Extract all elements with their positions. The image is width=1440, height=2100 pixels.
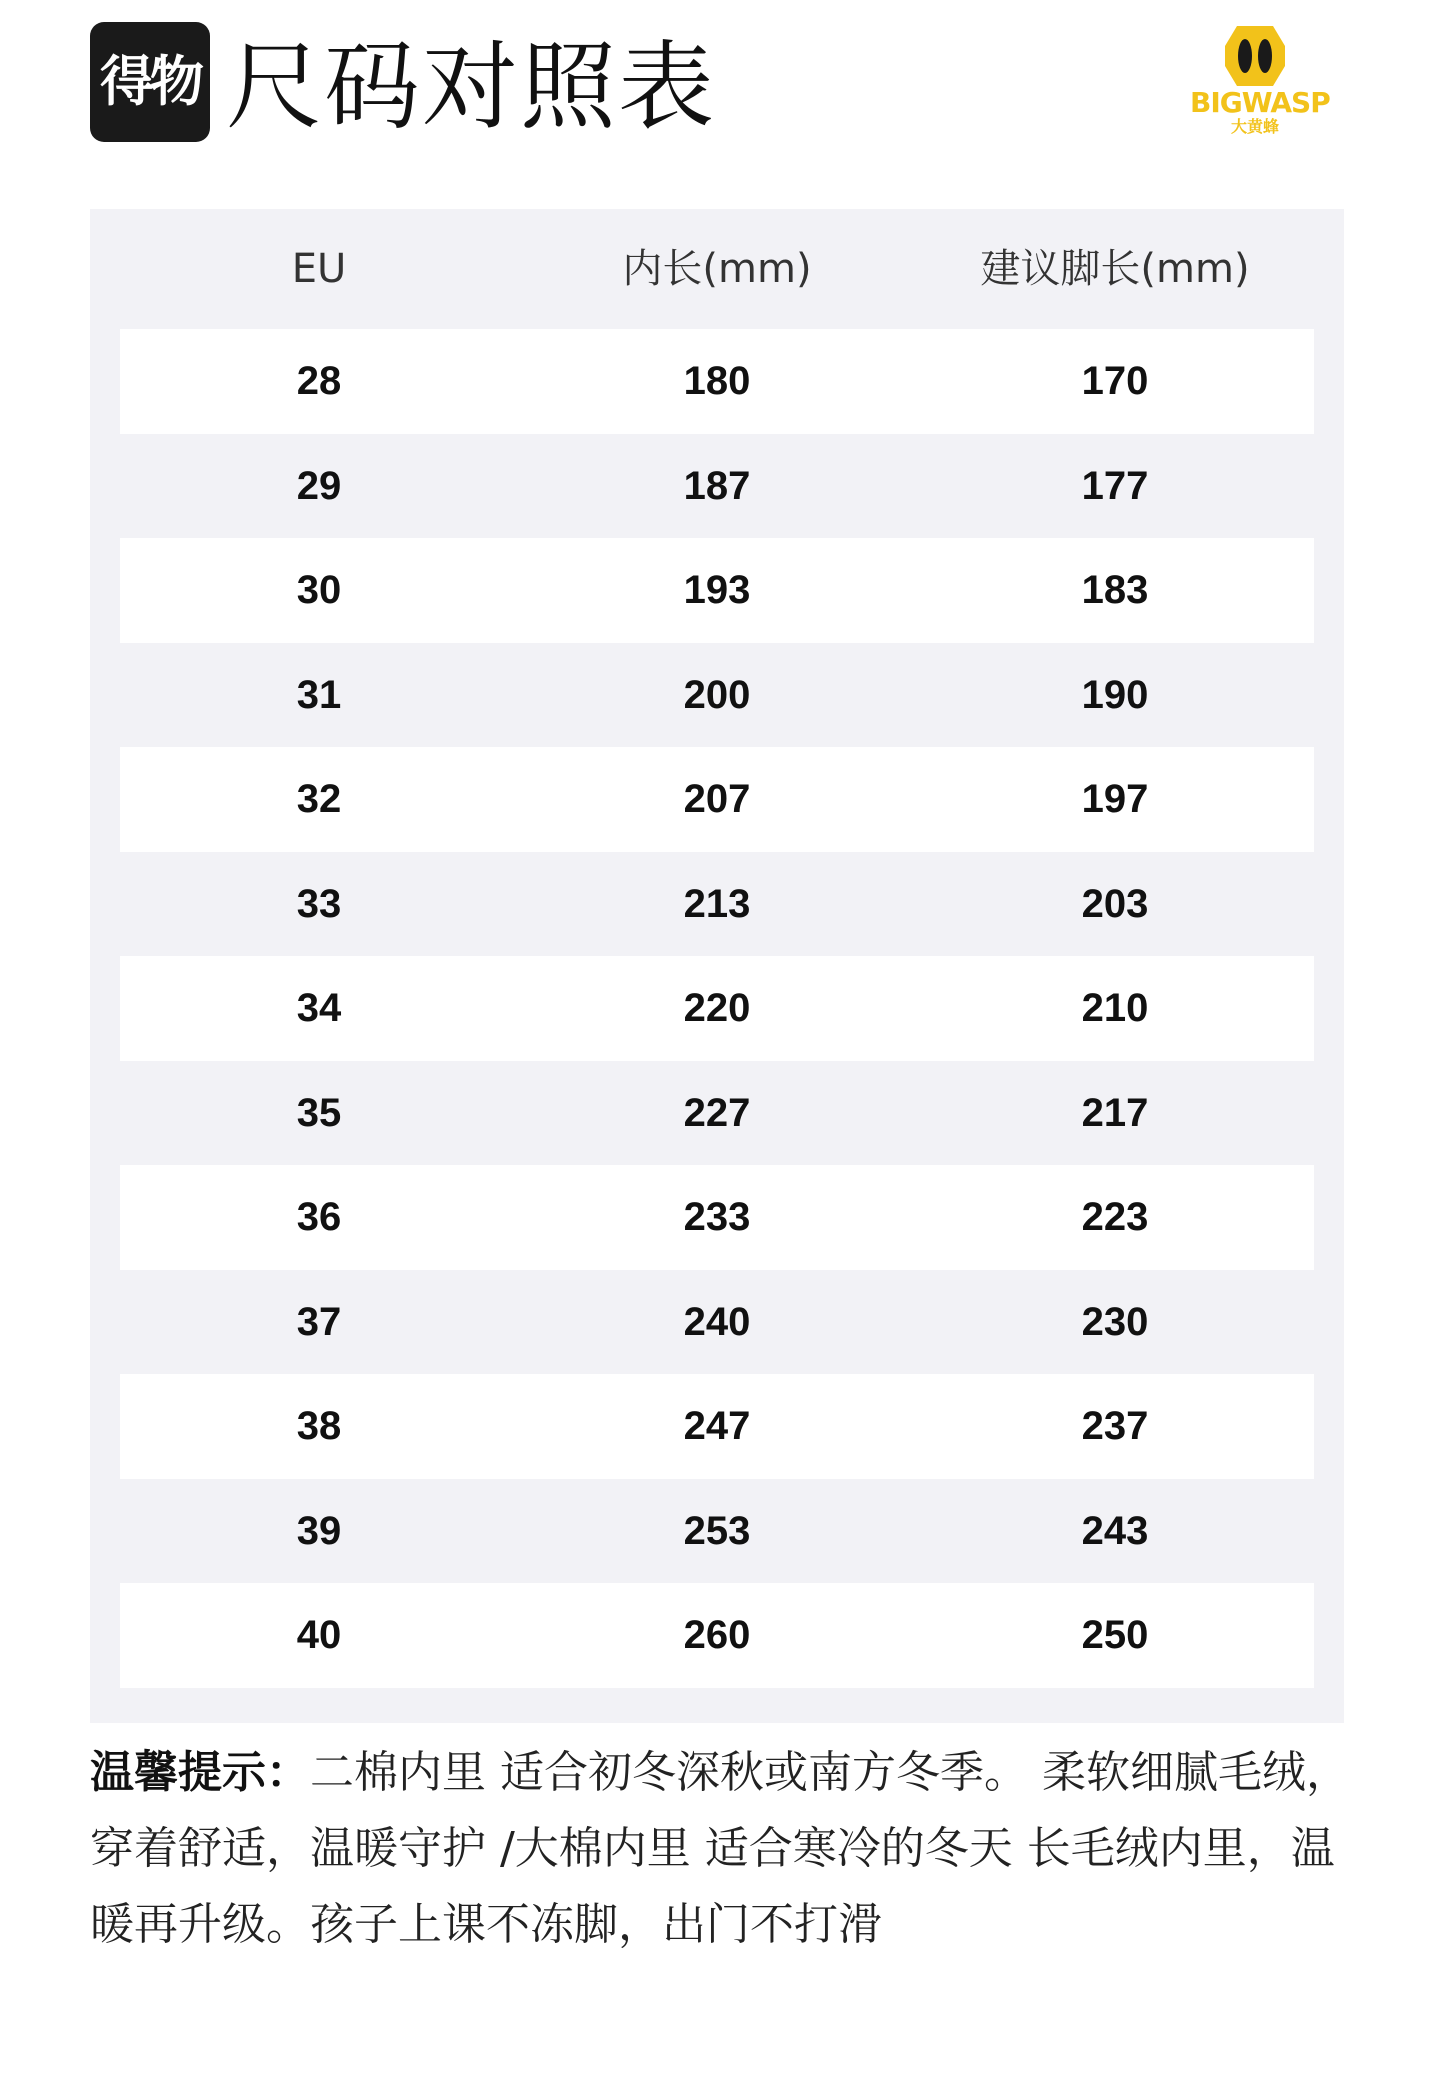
cell-eu: 30 — [296, 568, 342, 612]
table-row — [120, 1270, 1314, 1375]
table-body — [120, 329, 1314, 1688]
table-row — [120, 1479, 1314, 1584]
cell-eu: 33 — [296, 881, 342, 926]
notice-text: 二棉内里 适合初冬深秋或南方冬季。 柔软细腻毛绒，穿着舒适，温暖守护 /大棉内里 适合寒冷的冬天 长毛绒内里，温暖再升级。孩子上课不冻脚，出门不打滑 — [90, 1747, 1350, 1950]
cell-foot-length: 177 — [1081, 463, 1149, 508]
cell-inner-length: 220 — [683, 986, 751, 1030]
cell-eu: 39 — [296, 1508, 342, 1553]
brand-logo — [1190, 22, 1330, 152]
wasp-head-icon — [1223, 24, 1287, 88]
cell-inner-length: 227 — [683, 1090, 751, 1135]
column-header-inner-length: 内长(mm) — [622, 246, 812, 292]
cell-eu: 37 — [296, 1299, 342, 1344]
notice-label: 温馨提示： — [90, 1747, 310, 1798]
cell-inner-length: 260 — [683, 1613, 751, 1657]
header — [90, 22, 1350, 152]
cell-inner-length: 247 — [683, 1404, 751, 1448]
cell-foot-length: 223 — [1081, 1195, 1149, 1239]
table-row — [120, 1061, 1314, 1166]
table-row — [120, 1374, 1314, 1479]
column-header-foot-length: 建议脚长(mm) — [980, 246, 1250, 292]
table-row — [120, 434, 1314, 539]
cell-eu: 36 — [296, 1195, 342, 1239]
cell-foot-length: 243 — [1081, 1508, 1149, 1553]
cell-eu: 28 — [296, 359, 342, 403]
cell-inner-length: 240 — [683, 1299, 751, 1344]
column-header-eu: EU — [291, 246, 347, 292]
cell-foot-length: 170 — [1081, 359, 1149, 403]
table-row — [120, 1583, 1314, 1688]
brand-name: BIGWASP — [1190, 86, 1330, 119]
cell-foot-length: 203 — [1081, 881, 1149, 926]
cell-eu: 34 — [296, 986, 342, 1030]
table-row — [120, 538, 1314, 643]
cell-eu: 38 — [296, 1404, 342, 1448]
cell-inner-length: 187 — [683, 463, 751, 508]
app-logo: 得物 — [90, 22, 210, 142]
cell-eu: 29 — [296, 463, 342, 508]
cell-inner-length: 213 — [683, 881, 751, 926]
cell-eu: 40 — [296, 1613, 342, 1657]
cell-inner-length: 193 — [683, 568, 751, 612]
cell-inner-length: 233 — [683, 1195, 751, 1239]
table-row — [120, 643, 1314, 748]
table-row — [120, 1165, 1314, 1270]
cell-eu: 32 — [296, 777, 342, 821]
cell-eu: 35 — [296, 1090, 342, 1135]
table-header — [120, 209, 1314, 329]
cell-foot-length: 217 — [1081, 1090, 1149, 1135]
cell-inner-length: 207 — [683, 777, 751, 821]
cell-foot-length: 183 — [1081, 568, 1149, 612]
page-title: 尺码对照表 — [226, 31, 716, 143]
cell-foot-length: 237 — [1081, 1404, 1149, 1448]
table-row — [120, 852, 1314, 957]
table-row — [120, 329, 1314, 434]
cell-foot-length: 230 — [1081, 1299, 1149, 1344]
cell-inner-length: 253 — [683, 1508, 751, 1553]
cell-inner-length: 200 — [683, 672, 751, 717]
cell-foot-length: 190 — [1081, 672, 1149, 717]
cell-foot-length: 210 — [1081, 986, 1149, 1030]
table-row — [120, 747, 1314, 852]
cell-foot-length: 197 — [1081, 777, 1149, 821]
table-row — [120, 956, 1314, 1061]
cell-eu: 31 — [296, 672, 342, 717]
cell-foot-length: 250 — [1081, 1613, 1149, 1657]
notice — [90, 1735, 1350, 1963]
cell-inner-length: 180 — [683, 359, 751, 403]
brand-subtitle: 大黄蜂 — [1230, 117, 1279, 136]
size-table — [90, 209, 1344, 1723]
